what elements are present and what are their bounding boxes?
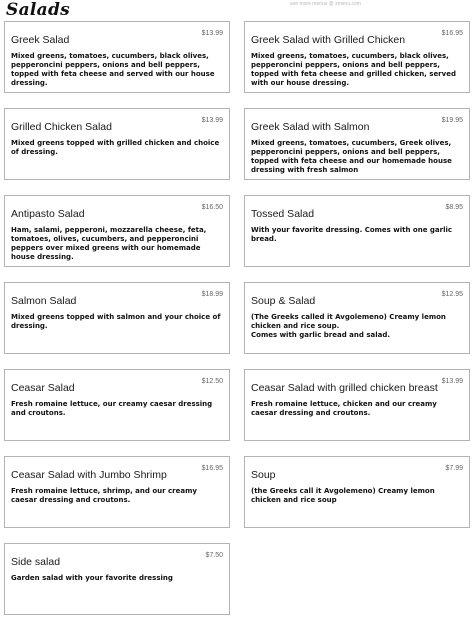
menu-item-card[interactable] bbox=[244, 195, 470, 267]
item-description: Mixed greens topped with salmon and your choice of dressing. bbox=[11, 313, 221, 330]
item-name: Salmon Salad bbox=[11, 295, 77, 307]
menu-item-card[interactable] bbox=[4, 195, 230, 267]
item-price: $19.95 bbox=[441, 117, 463, 124]
item-name: Side salad bbox=[11, 556, 61, 568]
item-name: Antipasto Salad bbox=[11, 208, 85, 220]
item-price: $7.99 bbox=[445, 465, 463, 472]
page-heading: Salads bbox=[6, 0, 71, 20]
menu-item-card[interactable] bbox=[244, 369, 470, 441]
item-name: Soup & Salad bbox=[251, 295, 316, 307]
item-price: $13.99 bbox=[201, 30, 223, 37]
item-name: Greek Salad with Grilled Chicken bbox=[251, 34, 406, 46]
watermark: see more menus @ zmenu.com bbox=[290, 1, 361, 7]
item-price: $13.99 bbox=[441, 378, 463, 385]
item-description: Garden salad with your favorite dressing bbox=[11, 574, 173, 582]
item-name: Greek Salad bbox=[11, 34, 70, 46]
item-description: Ham, salami, pepperoni, mozzarella cheese, feta, tomatoes, olives, cucumbers, and pepperoncini peppers over mixed greens with our homemade house dressing. bbox=[11, 226, 207, 261]
item-price: $16.95 bbox=[201, 465, 223, 472]
menu-item-card[interactable] bbox=[4, 456, 230, 528]
item-price: $18.99 bbox=[201, 291, 223, 298]
item-price: $16.95 bbox=[441, 30, 463, 37]
item-name: Grilled Chicken Salad bbox=[11, 121, 112, 133]
menu-item-card[interactable] bbox=[4, 21, 230, 93]
item-description: Mixed greens, tomatoes, cucumbers, black olives, pepperoncini peppers, onions and bell peppers, topped with feta cheese and served with our house dressing. bbox=[11, 52, 215, 87]
item-description: Fresh romaine lettuce, shrimp, and our creamy caesar dressing and croutons. bbox=[11, 487, 197, 504]
item-price: $13.99 bbox=[201, 117, 223, 124]
menu-item-card[interactable] bbox=[4, 543, 230, 615]
item-price: $7.50 bbox=[205, 552, 223, 559]
item-name: Greek Salad with Salmon bbox=[251, 121, 370, 133]
menu-item-card[interactable] bbox=[244, 21, 470, 93]
item-description: Mixed greens, tomatoes, cucumbers, Greek olives, pepperoncini peppers, onions and bell peppers, topped with feta cheese and our homemade house dressing with fresh salmon bbox=[251, 139, 452, 174]
item-description: With your favorite dressing. Comes with one garlic bread. bbox=[251, 226, 453, 243]
menu-item-card[interactable] bbox=[4, 369, 230, 441]
item-description: Fresh romaine lettuce, our creamy caesar dressing and croutons. bbox=[11, 400, 213, 417]
item-name: Tossed Salad bbox=[251, 208, 315, 220]
item-name: Ceasar Salad bbox=[11, 382, 75, 394]
menu-item-card[interactable] bbox=[4, 282, 230, 354]
item-price: $12.50 bbox=[201, 378, 223, 385]
menu-item-card[interactable] bbox=[4, 108, 230, 180]
item-price: $16.50 bbox=[201, 204, 223, 211]
item-description: Fresh romaine lettuce, chicken and our creamy caesar dressing and croutons. bbox=[251, 400, 437, 417]
item-name: Soup bbox=[251, 469, 276, 481]
item-price: $8.95 bbox=[445, 204, 463, 211]
item-name: Ceasar Salad with grilled chicken breast bbox=[251, 382, 438, 394]
item-description: (the Greeks call it Avgolemeno) Creamy lemon chicken and rice soup bbox=[251, 487, 435, 504]
item-name: Ceasar Salad with Jumbo Shrimp bbox=[11, 469, 167, 481]
item-description: Mixed greens topped with grilled chicken and choice of dressing. bbox=[11, 139, 220, 156]
item-description: (The Greeks called it Avgolemeno) Creamy lemon chicken and rice soup. Comes with garlic bread and salad. bbox=[251, 313, 446, 339]
menu-item-card[interactable] bbox=[244, 456, 470, 528]
item-price: $12.95 bbox=[441, 291, 463, 298]
menu-item-card[interactable] bbox=[244, 108, 470, 180]
item-description: Mixed greens, tomatoes, cucumbers, black olives, pepperoncini peppers, onions and bell peppers, topped with feta cheese and grilled chicken, served with our house dressing. bbox=[251, 52, 456, 87]
menu-item-card[interactable] bbox=[244, 282, 470, 354]
